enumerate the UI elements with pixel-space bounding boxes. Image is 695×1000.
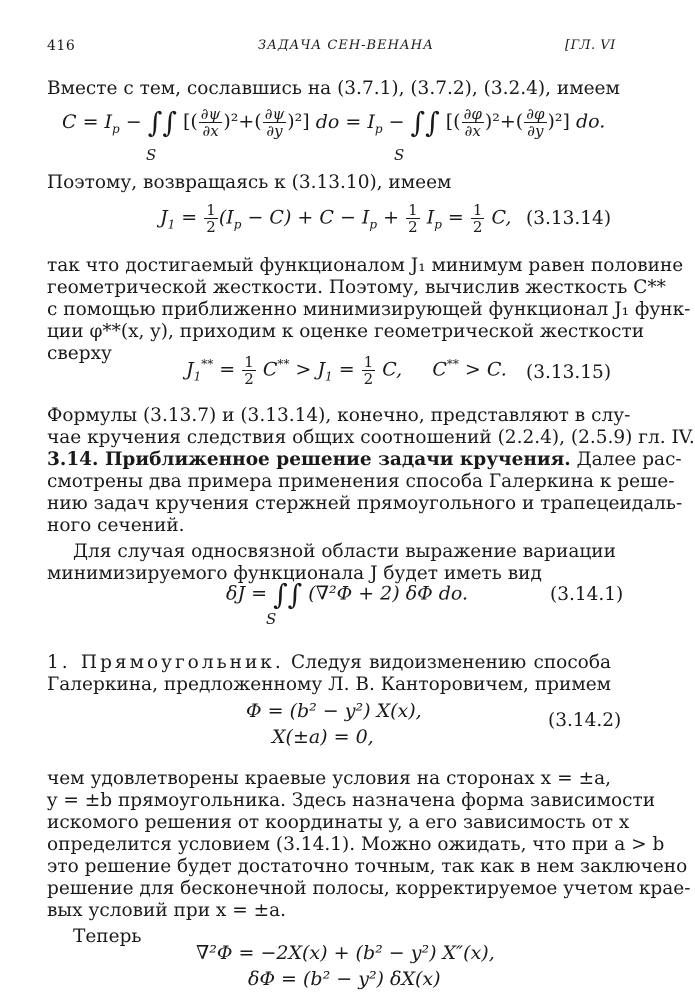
- text-line: это решение будет достаточно точным, так как в нем заключено: [47, 856, 688, 877]
- item-line: 1. Прямоугольник. Следуя видоизменению способа: [47, 652, 611, 673]
- equation-number: (3.13.14): [526, 208, 612, 229]
- integral-domain-s: S: [146, 146, 157, 164]
- text-line: ции φ**(x, y), приходим к оценке геометрической жесткости: [47, 321, 645, 342]
- equation-stiffness: $C = I_p$ − ∫∫ [( $\frac{\partial\psi}{\partial x}$ )²+( $\frac{\partial\psi}{\partial y}$ )²] do = $I_p$ − ∫∫ [( $\frac{\partial\varphi}{\partial x}$ )²+( $\frac{\partial\varphi}{\partial y}$ )²] do.: [62, 105, 606, 140]
- chapter-label: [ГЛ. VI: [565, 38, 616, 53]
- text-line: определится условием (3.14.1). Можно ожидать, что при a > b: [47, 834, 665, 855]
- text-line: нию задач кручения стержней прямоугольного и трапецеидаль-: [47, 493, 683, 514]
- equation-number: (3.14.1): [550, 584, 624, 605]
- text-line: ного сечений.: [47, 515, 185, 536]
- text-line: Галеркина, предложенному Л. В. Канторовичем, примем: [47, 674, 612, 695]
- text-line: чем удовлетворены краевые условия на сторонах x = ±a,: [47, 768, 611, 789]
- section-title: 3.14. Приближенное решение задачи кручения.: [47, 449, 571, 470]
- equation-variation-phi: δΦ = (b² − y²) δX(x): [248, 968, 441, 990]
- text-line: чае кручения следствия общих соотношений (2.2.4), (2.5.9) гл. IV.: [47, 427, 695, 448]
- equation-boundary: X(±a) = 0,: [272, 726, 374, 748]
- item-label: 1. Прямоугольник.: [47, 652, 284, 673]
- equation-j1: $J_1$ = $\frac{1}{2}$ $(I_p - C) + C - I_p$ + $\frac{1}{2}$ $I_p$ = $\frac{1}{2}$ C,: [160, 201, 512, 236]
- equation-upper-bound: $J_1^{**}$ = $\frac{1}{2}$ $C^{**} > J_1$ = $\frac{1}{2}$ C, C** > C.: [186, 353, 507, 388]
- text-line: смотрены два примера применения способа Галеркина к реше-: [47, 471, 675, 492]
- text-line: с помощью приближенно минимизирующей функционал J₁ функ-: [47, 299, 691, 320]
- equation-number: (3.13.15): [526, 362, 612, 383]
- text-line: y = ±b прямоугольника. Здесь назначена форма зависимости: [47, 790, 656, 811]
- text-line: Вместе с тем, сославшись на (3.7.1), (3.7.2), (3.2.4), имеем: [47, 78, 620, 99]
- text-line: Формулы (3.13.7) и (3.13.14), конечно, представляют в слу-: [47, 405, 631, 426]
- text-line: так что достигаемый функционалом J₁ минимум равен половине: [47, 255, 684, 276]
- text-line: геометрической жесткости. Поэтому, вычислив жесткость C**: [47, 277, 666, 298]
- equation-laplacian: ∇²Φ = −2X(x) + (b² − y²) X″(x),: [196, 942, 495, 964]
- integral-domain-s: S: [266, 610, 277, 628]
- integral-domain-s: S: [394, 146, 405, 164]
- text-line: вых условий при x = ±a.: [47, 900, 287, 921]
- text-line: Поэтому, возвращаясь к (3.13.10), имеем: [47, 172, 452, 193]
- running-title: ЗАДАЧА СЕН-ВЕНАНА: [258, 38, 434, 53]
- text-line: решение для бесконечной полосы, корректируемое учетом крае-: [47, 878, 691, 899]
- equation-ansatz: Φ = (b² − y²) X(x),: [246, 700, 422, 722]
- equation-variation: δJ = ∫∫ (∇²Φ + 2) δΦ do.: [226, 578, 469, 611]
- text-line: минимизируемого функционала J будет иметь вид: [47, 563, 542, 584]
- section-heading-line: 3.14. Приближенное решение задачи кручения. Далее рас-: [47, 449, 682, 470]
- text-line: Теперь: [73, 926, 142, 947]
- text-line: Для случая односвязной области выражение вариации: [73, 541, 616, 562]
- text-line: сверху: [47, 343, 112, 364]
- page-number: 416: [47, 38, 76, 54]
- equation-number: (3.14.2): [548, 710, 622, 731]
- text-line: искомого решения от координаты y, а его зависимость от x: [47, 812, 630, 833]
